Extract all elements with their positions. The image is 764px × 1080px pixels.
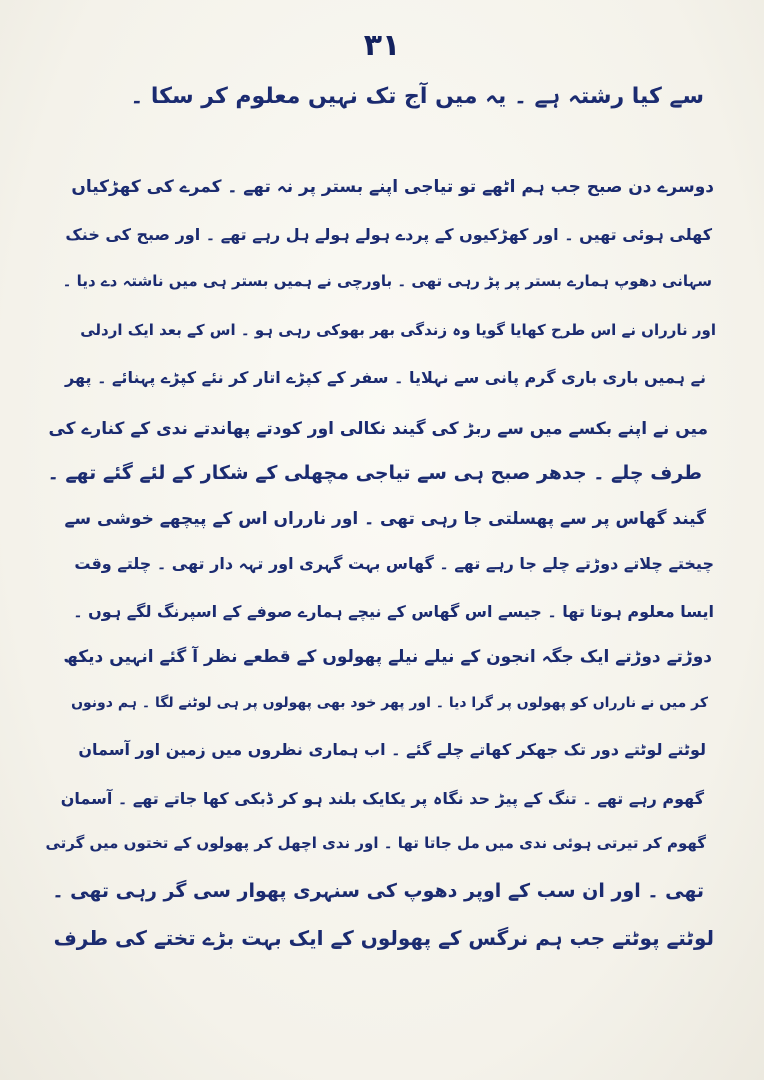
text-line: دوسرے دن صبح جب ہم اٹھے تو تیاجی اپنے بستر پر نہ تھے ۔ کمرے کی کھڑکیاں: [71, 177, 714, 197]
text-line: سے کیا رشتہ ہے ۔ یہ میں آج تک نہیں معلوم کر سکا ۔: [130, 84, 704, 109]
page-number: ۳۱: [363, 28, 401, 63]
text-line: سہانی دھوپ ہمارے بستر پر پڑ رہی تھی ۔ باورچی نے ہمیں بستر ہی میں ناشتہ دے دیا ۔: [62, 272, 712, 290]
text-line: گیند گھاس پر سے پھسلتی جا رہی تھی ۔ اور نارراں اس کے پیچھے خوشی سے: [64, 509, 706, 529]
text-line: لوٹتے لوٹتے دور تک جھکر کھاتے چلے گئے ۔ اب ہماری نظروں میں زمین اور آسمان: [78, 740, 706, 759]
text-line: دوڑتے دوڑتے ایک جگہ انجون کے نیلے نیلے پھولوں کے قطعے نظر آ گئے انہیں دیکھ: [63, 647, 712, 667]
text-line: گھوم رہے تھے ۔ تنگ کے پیڑ حد نگاہ پر یکایک بلند ہو کر ڈبکی کھا جاتے تھے ۔ آسمان: [60, 789, 704, 808]
text-line: اور نارراں نے اس طرح کھایا گویا وہ زندگی بھر بھوکی رہی ہو ۔ اس کے بعد ایک اردلی: [80, 321, 716, 339]
text-line: تھی ۔ اور ان سب کے اوپر دھوپ کی سنہری پھوار سی گر رہی تھی ۔: [52, 880, 704, 902]
text-line: نے ہمیں باری باری گرم پانی سے نہلایا ۔ سفر کے کپڑے اتار کر نئے کپڑے پہنائے ۔ پھر: [65, 368, 706, 387]
text-line: میں نے اپنے بکسے میں سے ربڑ کی گیند نکالی اور کودتے پھاندتے ندی کے کنارے کی: [48, 419, 708, 439]
text-line: چیختے چلاتے دوڑتے چلے جا رہے تھے ۔ گھاس بہت گہری اور تہہ دار تھی ۔ چلتے وقت: [74, 554, 714, 573]
text-line: لوٹتے پوٹتے جب ہم نرگس کے پھولوں کے ایک بہت بڑے تختے کی طرف: [53, 926, 714, 950]
text-line: ایسا معلوم ہوتا تھا ۔ جیسے اس گھاس کے نیچے ہمارے صوفے کے اسپرنگ لگے ہوں ۔: [73, 602, 714, 621]
text-line: کھلی ہوئی تھیں ۔ اور کھڑکیوں کے پردے ہولے ہولے ہل رہے تھے ۔ اور صبح کی خنک: [65, 225, 712, 244]
text-line: گھوم کر تیرتی ہوئی ندی میں مل جاتا تھا ۔ اور ندی اچھل کر پھولوں کے تختوں میں گرتی: [45, 834, 706, 852]
text-line: طرف چلے ۔ جدھر صبح ہی سے تیاجی مچھلی کے شکار کے لئے گئے تھے ۔: [47, 462, 702, 484]
text-line: کر میں نے نارراں کو پھولوں پر گرا دیا ۔ اور پھر خود بھی پھولوں پر ہی لوٹنے لگا ۔ ہم دونوں: [71, 695, 708, 711]
